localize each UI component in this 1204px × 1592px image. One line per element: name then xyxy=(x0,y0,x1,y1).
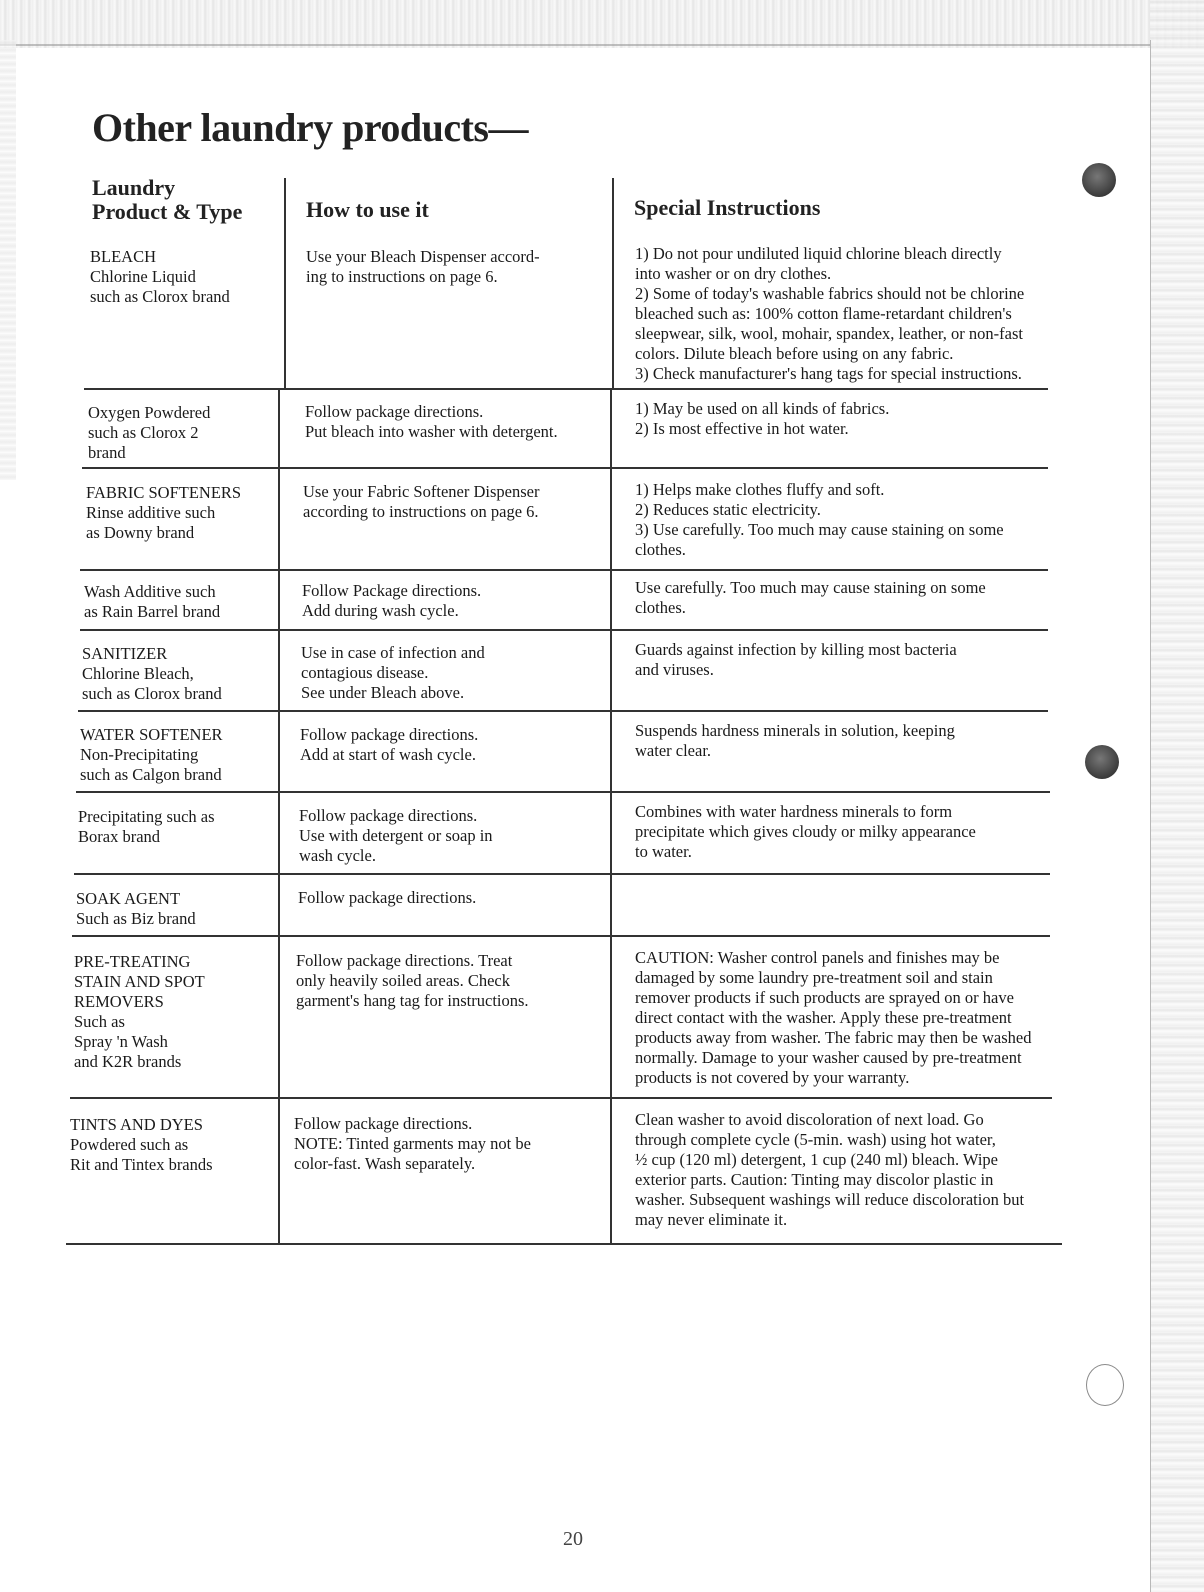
row-pretreating-special: CAUTION: Washer control panels and finishes may be damaged by some laundry pre-treatment soil and stain remover products if such products are sprayed on or have direct contact with the washer. Apply these pre-treatment products away from washer. The fabric may then be washed normally. Damage to your washer caused by pre-treatment products is not covered by your warranty. xyxy=(635,948,1032,1087)
row-sanitizer-how: Use in case of infection and contagious disease. See under Bleach above. xyxy=(301,643,485,702)
header-product-line1: Laundry xyxy=(92,175,176,200)
scan-right-border xyxy=(1150,0,1204,1592)
row-water-softener-special: Suspends hardness minerals in solution, keeping water clear. xyxy=(635,721,955,760)
row-divider xyxy=(80,569,1048,571)
header-how: How to use it xyxy=(306,197,429,222)
row-soak-agent-how: Follow package directions. xyxy=(298,888,477,907)
header-special: Special Instructions xyxy=(634,195,821,220)
row-pretreating-product: PRE-TREATING STAIN AND SPOT REMOVERS Such as Spray 'n Wash and K2R brands xyxy=(74,952,205,1071)
row-oxygen-product: Oxygen Powdered such as Clorox 2 brand xyxy=(88,403,211,462)
binder-hole-icon xyxy=(1085,745,1119,779)
column-divider xyxy=(278,389,280,1244)
row-soak-agent-product: SOAK AGENT Such as Biz brand xyxy=(76,889,196,928)
table-bottom-rule xyxy=(66,1243,1062,1245)
page-number: 20 xyxy=(563,1528,583,1550)
row-tints-how: Follow package directions. NOTE: Tinted garments may not be color-fast. Wash separately. xyxy=(294,1114,531,1173)
column-divider xyxy=(284,178,286,389)
row-divider xyxy=(70,1097,1052,1099)
row-divider xyxy=(76,791,1050,793)
row-oxygen-special: 1) May be used on all kinds of fabrics. 2) Is most effective in hot water. xyxy=(635,399,890,438)
page-right-edge xyxy=(1150,40,1151,1592)
row-softener-product: FABRIC SOFTENERS Rinse additive such as Downy brand xyxy=(86,483,242,542)
row-tints-special: Clean washer to avoid discoloration of next load. Go through complete cycle (5-min. wash) using hot water, ½ cup (120 ml) detergent, 1 cup (240 ml) bleach. Wipe exterior parts. Caution: Tinting may discolor plastic in washer. Subsequent washings will reduce discoloration but may never eliminate it. xyxy=(635,1110,1025,1229)
column-divider xyxy=(612,178,614,389)
row-precipitating-how: Follow package directions. Use with detergent or soap in wash cycle. xyxy=(299,806,493,865)
binder-hole-outline-icon xyxy=(1086,1364,1124,1406)
binder-hole-icon xyxy=(1082,163,1116,197)
row-water-softener-how: Follow package directions. Add at start of wash cycle. xyxy=(300,725,479,764)
header-product xyxy=(92,176,242,224)
row-divider xyxy=(74,873,1050,875)
row-divider xyxy=(84,388,1048,390)
scan-top-border xyxy=(0,0,1204,48)
row-sanitizer-special: Guards against infection by killing most bacteria and viruses. xyxy=(635,640,957,679)
row-bleach-how: Use your Bleach Dispenser accord- ing to instructions on page 6. xyxy=(306,247,540,286)
row-pretreating-how: Follow package directions. Treat only heavily soiled areas. Check garment's hang tag for instructions. xyxy=(296,951,529,1010)
row-wash-additive-how: Follow Package directions. Add during wash cycle. xyxy=(302,581,482,620)
row-wash-additive-special: Use carefully. Too much may cause staining on some clothes. xyxy=(635,578,986,617)
row-divider xyxy=(72,935,1050,937)
row-bleach-special: 1) Do not pour undiluted liquid chlorine bleach directly into washer or on dry clothes. 2) Some of today's washable fabrics should not be chlorine bleached such as: 100% cotton flame-retardant children's sleepwear, silk, wool, mohair, spandex, leather, or non-fast colors. Dilute bleach before using on any fabric. 3) Check manufacturer's hang tags for special instructions. xyxy=(635,244,1025,383)
scan-left-border xyxy=(0,40,16,480)
row-divider xyxy=(82,467,1048,469)
scan-top-line xyxy=(0,44,1150,46)
row-oxygen-how: Follow package directions. Put bleach into washer with detergent. xyxy=(305,402,558,441)
row-bleach-product: BLEACH Chlorine Liquid such as Clorox brand xyxy=(90,247,230,306)
row-precipitating-product: Precipitating such as Borax brand xyxy=(78,807,215,846)
row-sanitizer-product: SANITIZER Chlorine Bleach, such as Clorox brand xyxy=(82,644,222,703)
row-tints-product: TINTS AND DYES Powdered such as Rit and Tintex brands xyxy=(70,1115,213,1174)
row-precipitating-special: Combines with water hardness minerals to form precipitate which gives cloudy or milky appearance to water. xyxy=(635,802,976,861)
row-softener-how: Use your Fabric Softener Dispenser according to instructions on page 6. xyxy=(303,482,540,521)
page-title: Other laundry products— xyxy=(92,105,528,150)
row-water-softener-product: WATER SOFTENER Non-Precipitating such as Calgon brand xyxy=(80,725,223,784)
column-divider xyxy=(610,389,612,1244)
row-softener-special: 1) Helps make clothes fluffy and soft. 2) Reduces static electricity. 3) Use carefully. Too much may cause staining on some clothes. xyxy=(635,480,1004,559)
row-divider xyxy=(80,629,1048,631)
row-wash-additive-product: Wash Additive such as Rain Barrel brand xyxy=(84,582,221,621)
row-divider xyxy=(78,710,1048,712)
header-product-line2: Product & Type xyxy=(92,199,243,224)
